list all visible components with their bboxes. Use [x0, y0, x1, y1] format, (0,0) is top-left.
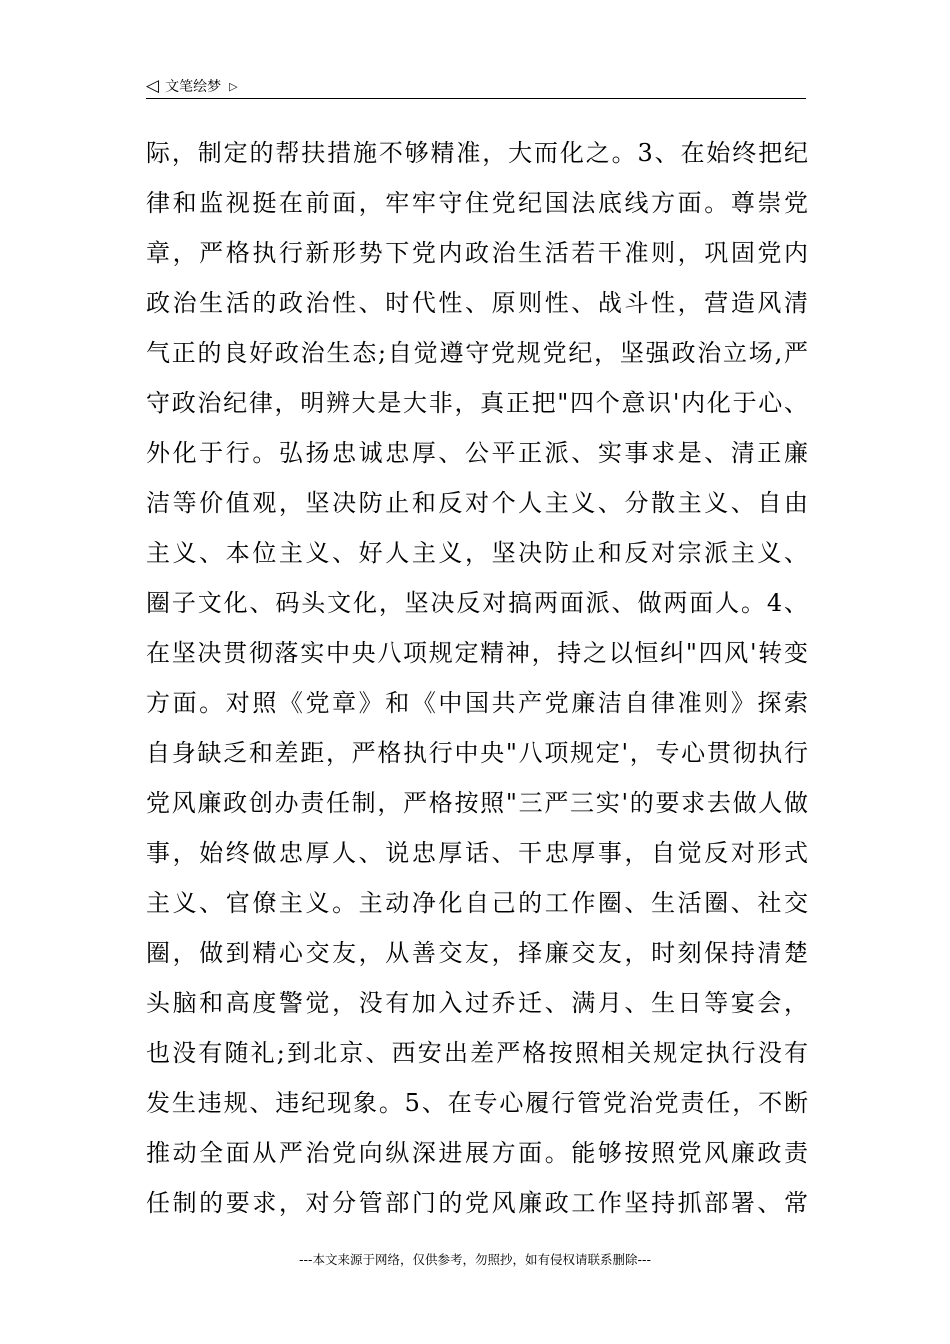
text-line: 任制的要求，对分管部门的党风廉政工作坚持抓部署、常 [146, 1189, 808, 1217]
text-line: 气正的良好政治生态;自觉遵守党规党纪，坚强政治立场,严 [146, 339, 808, 367]
text-line: 发生违规、违纪现象。5、在专心履行管党治党责任，不断 [146, 1089, 808, 1117]
header-title: 文笔绘梦 [165, 79, 222, 95]
text-line: 主义、本位主义、好人主义，坚决防止和反对宗派主义、 [146, 539, 808, 567]
document-body [146, 128, 808, 1228]
text-line: 律和监视挺在前面，牢牢守住党纪国法底线方面。尊崇党 [146, 189, 808, 217]
text-line: 在坚决贯彻落实中央八项规定精神，持之以恒纠"四风'转变 [146, 639, 808, 667]
left-triangle-icon: ◁ [146, 75, 160, 96]
right-triangle-icon: ▷ [229, 79, 238, 93]
text-line: 政治生活的政治性、时代性、原则性、战斗性，营造风清 [146, 289, 808, 317]
text-line: 圈，做到精心交友，从善交友，择廉交友，时刻保持清楚 [146, 939, 808, 967]
text-line: 主义、官僚主义。主动净化自己的工作圈、生活圈、社交 [146, 889, 808, 917]
text-line: 方面。对照《党章》和《中国共产党廉洁自律准则》探索 [146, 689, 808, 717]
page-header [146, 74, 806, 99]
text-line: 自身缺乏和差距，严格执行中央"八项规定'，专心贯彻执行 [146, 739, 808, 767]
text-line: 外化于行。弘扬忠诚忠厚、公平正派、实事求是、清正廉 [146, 439, 808, 467]
text-line: 头脑和高度警觉，没有加入过乔迁、满月、生日等宴会， [146, 989, 808, 1017]
text-line: 际，制定的帮扶措施不够精准，大而化之。3、在始终把纪 [146, 139, 808, 167]
text-line: 圈子文化、码头文化，坚决反对搞两面派、做两面人。4、 [146, 589, 808, 617]
text-line: 洁等价值观，坚决防止和反对个人主义、分散主义、自由 [146, 489, 808, 517]
text-line: 事，始终做忠厚人、说忠厚话、干忠厚事，自觉反对形式 [146, 839, 808, 867]
text-line: 章，严格执行新形势下党内政治生活若干准则，巩固党内 [146, 239, 808, 267]
page-footer: ---本文来源于网络，仅供参考，勿照抄，如有侵权请联系删除--- [298, 1252, 652, 1267]
text-line: 也没有随礼;到北京、西安出差严格按照相关规定执行没有 [146, 1039, 808, 1067]
text-line: 推动全面从严治党向纵深进展方面。能够按照党风廉政责 [146, 1139, 808, 1167]
text-line: 党风廉政创办责任制，严格按照"三严三实'的要求去做人做 [146, 789, 808, 817]
text-line: 守政治纪律，明辨大是大非，真正把"四个意识'内化于心、 [146, 389, 808, 417]
